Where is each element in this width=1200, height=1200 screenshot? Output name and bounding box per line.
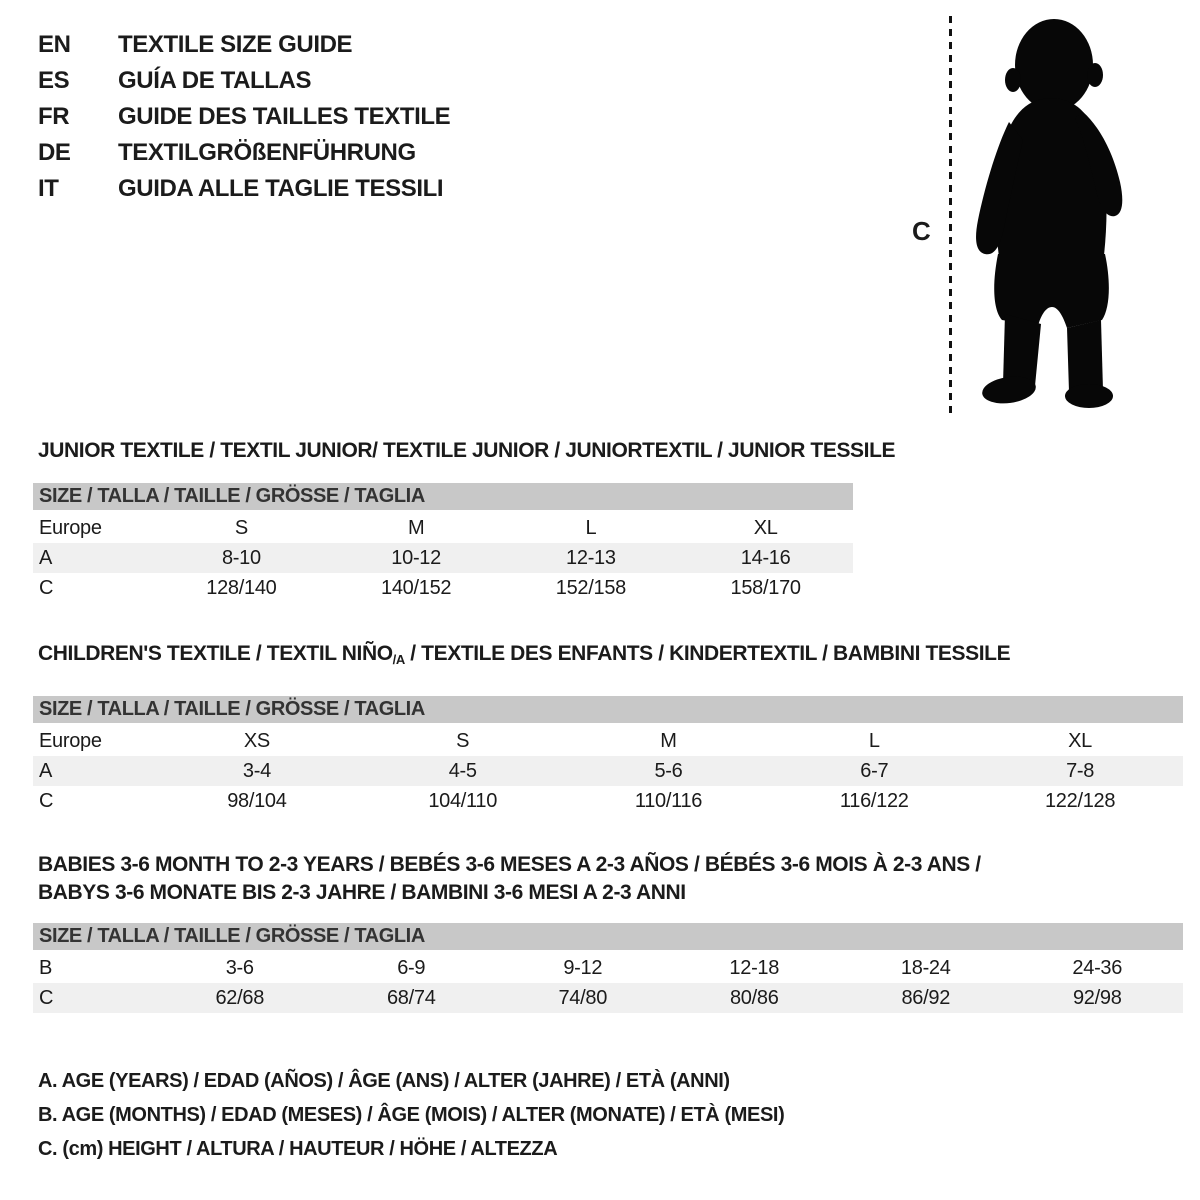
size-header-bar: SIZE / TALLA / TAILLE / GRÖSSE / TAGLIA [33, 483, 853, 510]
table-cell: 92/98 [1072, 987, 1122, 1009]
children-heading-part1: CHILDREN'S TEXTILE / TEXTIL NIÑO [38, 642, 393, 665]
section-junior-textile [33, 437, 896, 603]
toddler-silhouette-icon [967, 18, 1135, 418]
col-header: L [868, 730, 880, 752]
table-cell: 12-18 [729, 957, 780, 979]
junior-section-heading: JUNIOR TEXTILE / TEXTIL JUNIOR/ TEXTILE JUNIOR / JUNIORTEXTIL / JUNIOR TESSILE [38, 439, 896, 462]
junior-age-row [33, 543, 853, 573]
height-measure-dashed-line [949, 16, 952, 418]
language-title-list [38, 27, 450, 207]
table-cell: 158/170 [730, 577, 801, 599]
table-cell: 140/152 [381, 577, 452, 599]
row-label: C [39, 577, 54, 599]
col-header: L [585, 517, 597, 539]
table-cell: 86/92 [901, 987, 951, 1009]
table-cell: 3-4 [242, 760, 271, 782]
title-row-fr [38, 99, 450, 135]
legend-age-months: B. AGE (MONTHS) / EDAD (MESES) / ÂGE (MOIS) / ALTER (MONATE) / ETÀ (MESI) [38, 1104, 785, 1126]
title-text: GUIDA ALLE TAGLIE TESSILI [118, 175, 444, 202]
col-header: M [660, 730, 677, 752]
legend-age-years: A. AGE (YEARS) / EDAD (AÑOS) / ÂGE (ANS) / ALTER (JAHRE) / ETÀ (ANNI) [38, 1070, 730, 1092]
row-label: C [39, 987, 54, 1009]
table-cell: 74/80 [558, 987, 608, 1009]
title-row-es [38, 63, 450, 99]
children-heading-part2: / TEXTILE DES ENFANTS / KINDERTEXTIL / BAMBINI TESSILE [404, 642, 1011, 665]
lang-code: FR [38, 103, 70, 130]
table-cell: 7-8 [1066, 760, 1095, 782]
legend-height-cm: C. (cm) HEIGHT / ALTURA / HAUTEUR / HÖHE / ALTEZZA [38, 1138, 558, 1160]
table-cell: 4-5 [448, 760, 477, 782]
babies-size-table [33, 923, 1183, 1013]
height-measure-label: C [912, 216, 931, 246]
children-size-table [33, 696, 1183, 816]
col-header: XL [1068, 730, 1093, 752]
title-text: GUIDE DES TAILLES TEXTILE [118, 103, 451, 130]
col-header: M [407, 517, 425, 539]
children-age-row [33, 756, 1183, 786]
table-cell: 9-12 [563, 957, 603, 979]
children-size-row [33, 726, 1183, 756]
table-cell: 24-36 [1072, 957, 1123, 979]
table-cell: 14-16 [740, 547, 791, 569]
title-text: GUÍA DE TALLAS [118, 67, 312, 94]
section-babies-textile [33, 851, 1183, 1013]
table-cell: 152/158 [555, 577, 626, 599]
row-label: Europe [39, 730, 102, 752]
table-cell: 80/86 [729, 987, 779, 1009]
title-row-it [38, 171, 450, 207]
babies-section-heading [33, 851, 1183, 907]
table-cell: 18-24 [900, 957, 951, 979]
table-cell: 122/128 [1044, 790, 1116, 812]
lang-code: ES [38, 67, 70, 94]
junior-size-row [33, 513, 853, 543]
table-cell: 6-9 [397, 957, 426, 979]
row-label: C [39, 790, 54, 812]
children-height-row [33, 786, 1183, 816]
table-cell: 104/110 [428, 790, 498, 812]
title-text: TEXTILE SIZE GUIDE [118, 31, 353, 58]
row-label: A [39, 760, 53, 782]
table-cell: 8-10 [221, 547, 261, 569]
col-header: XS [243, 730, 270, 752]
table-cell: 5-6 [654, 760, 683, 782]
babies-height-row [33, 983, 1183, 1013]
lang-code: IT [38, 175, 59, 202]
section-children-textile [33, 640, 1183, 816]
children-section-heading [33, 640, 1183, 674]
table-cell: 110/116 [634, 790, 703, 812]
size-header-bar: SIZE / TALLA / TAILLE / GRÖSSE / TAGLIA [33, 696, 1183, 723]
lang-code: EN [38, 31, 71, 58]
row-label: Europe [39, 517, 102, 539]
title-row-de [38, 135, 450, 171]
lang-code: DE [38, 139, 71, 166]
table-cell: 128/140 [206, 577, 277, 599]
babies-heading-line1: BABIES 3-6 MONTH TO 2-3 YEARS / BEBÉS 3-6 MESES A 2-3 AÑOS / BÉBÉS 3-6 MOIS À 2-3 ANS / [38, 853, 981, 876]
col-header: XL [753, 517, 778, 539]
babies-heading-line2: BABYS 3-6 MONATE BIS 2-3 JAHRE / BAMBINI 3-6 MESI A 2-3 ANNI [38, 881, 686, 904]
table-cell: 62/68 [215, 987, 265, 1009]
table-cell: 68/74 [386, 987, 436, 1009]
children-heading-subscript: /A [392, 652, 405, 667]
col-header: S [456, 730, 470, 752]
junior-height-row [33, 573, 853, 603]
title-text: TEXTILGRÖßENFÜHRUNG [118, 139, 416, 166]
table-cell: 6-7 [860, 760, 889, 782]
table-cell: 98/104 [227, 790, 287, 812]
junior-size-table [33, 483, 853, 603]
babies-months-row [33, 953, 1183, 983]
col-header: S [234, 517, 248, 539]
row-label: B [39, 957, 53, 979]
legend [38, 1064, 784, 1166]
row-label: A [39, 547, 53, 569]
toddler-figure [900, 0, 1150, 430]
title-row-en [38, 27, 450, 63]
table-cell: 10-12 [391, 547, 441, 569]
table-cell: 12-13 [566, 547, 616, 569]
table-cell: 3-6 [225, 957, 254, 979]
table-cell: 116/122 [839, 790, 909, 812]
size-header-bar: SIZE / TALLA / TAILLE / GRÖSSE / TAGLIA [33, 923, 1183, 950]
